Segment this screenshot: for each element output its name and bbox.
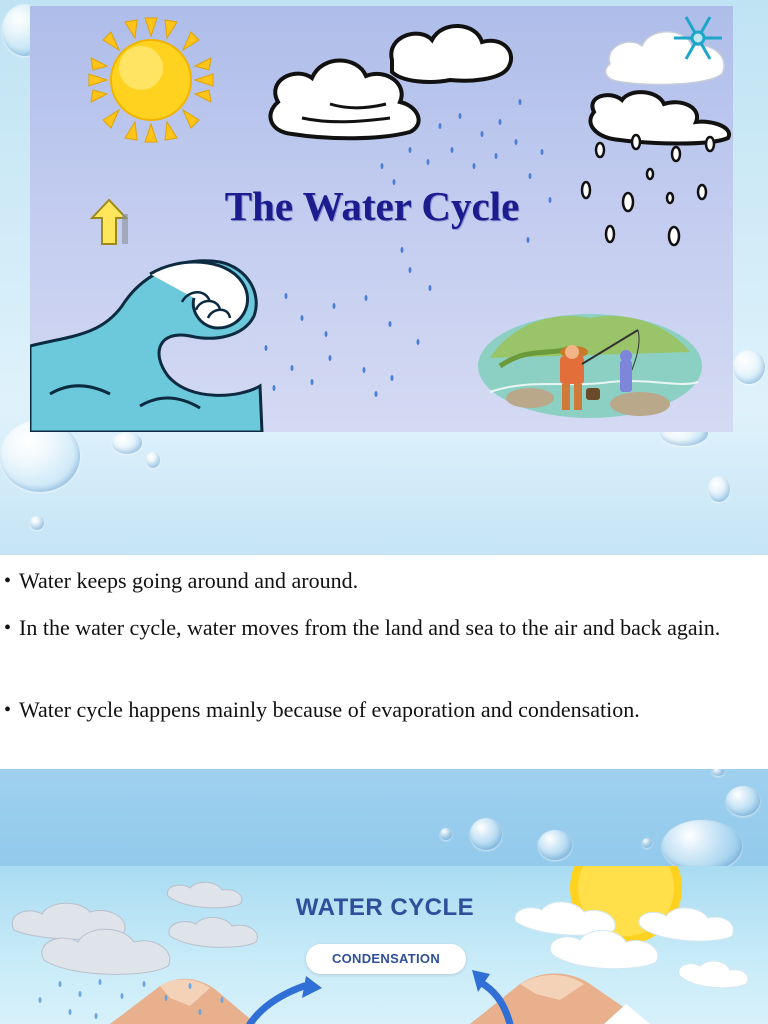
water-bubble <box>662 820 742 872</box>
fisherman-illustration <box>478 314 702 418</box>
cloud-icon <box>12 882 257 974</box>
water-bubble <box>538 830 572 860</box>
cloud-icon <box>270 26 511 138</box>
infographic-title: WATER CYCLE <box>295 894 475 921</box>
water-bubble <box>440 828 452 840</box>
cloud-icon <box>590 92 729 143</box>
curved-arrow-icon <box>250 982 510 1024</box>
bullet-item <box>4 564 744 598</box>
mountain-icon <box>110 974 650 1024</box>
cloud-icon <box>606 32 725 85</box>
water-bubble <box>470 818 502 850</box>
water-bubble <box>712 768 724 776</box>
water-bubble <box>726 786 760 816</box>
bullet-text: Water cycle happens mainly because of evaporation and condensation. <box>19 697 640 722</box>
infographic-slide <box>0 866 768 1024</box>
bullet-dot-icon: • <box>4 570 12 592</box>
bullet-dot-icon: • <box>4 699 12 721</box>
up-arrow-icon <box>92 200 128 244</box>
sun-icon <box>89 18 213 142</box>
water-bubble <box>146 452 160 468</box>
title-slide <box>30 6 733 432</box>
bullet-dot-icon: • <box>4 617 12 639</box>
wave-icon <box>30 261 262 432</box>
bullet-text: Water keeps going around and around. <box>19 568 359 593</box>
water-bubble <box>642 838 652 848</box>
water-bubble <box>708 476 730 502</box>
rain-drops-icon <box>582 135 714 245</box>
slide-title: The Water Cycle <box>224 183 520 229</box>
water-bubble <box>30 516 44 530</box>
bullet-item <box>4 611 724 645</box>
water-bubble <box>733 350 765 384</box>
condensation-label: CONDENSATION <box>306 944 466 974</box>
bullet-item <box>4 693 764 727</box>
curved-arrow-icon <box>302 970 490 998</box>
water-bubble <box>112 432 142 454</box>
bullet-text-panel <box>0 555 768 769</box>
bullet-text: In the water cycle, water moves from the land and sea to the air and back again. <box>19 615 721 640</box>
